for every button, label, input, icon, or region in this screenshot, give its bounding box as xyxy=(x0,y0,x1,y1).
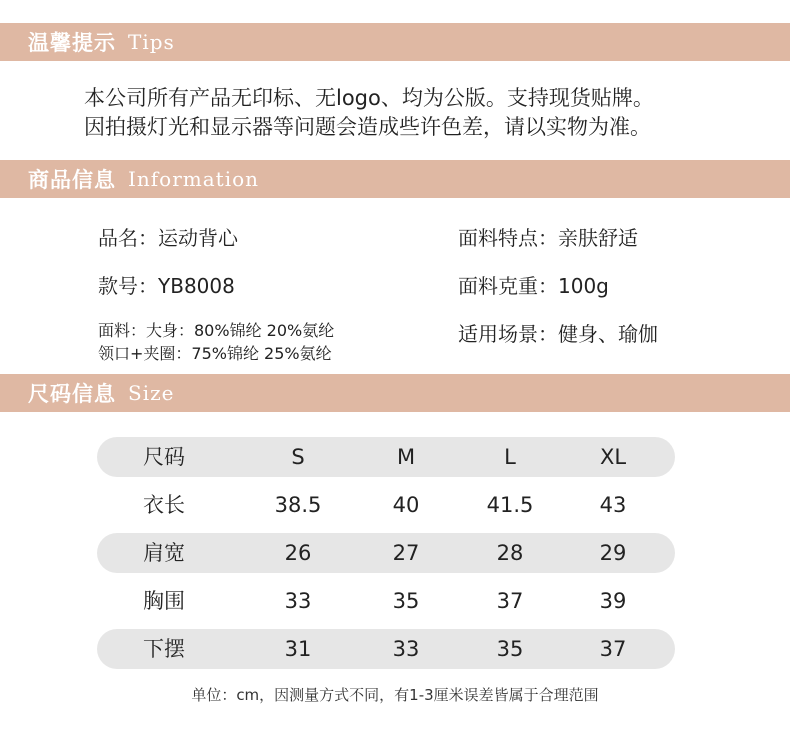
size-header-cell: M xyxy=(396,445,416,469)
info-header xyxy=(0,160,790,198)
info-title-en: Information xyxy=(128,167,260,191)
product-name xyxy=(98,222,238,251)
fabric-weight xyxy=(458,270,609,299)
tips-line: 本公司所有产品无印标、无logo、均为公版。支持现货贴牌。 xyxy=(84,86,654,110)
product-model xyxy=(98,270,235,299)
size-cell: 26 xyxy=(284,541,312,565)
fabric-line: 面料：大身：80%锦纶 20%氨纶 xyxy=(98,321,335,340)
tips-title-en: Tips xyxy=(128,30,175,54)
size-header-cell: 尺码 xyxy=(143,445,185,469)
size-cell: 39 xyxy=(599,589,627,613)
usage-scene xyxy=(458,318,658,347)
tips-title: 温馨提示 xyxy=(28,31,116,55)
size-table-row xyxy=(97,485,675,525)
size-header-cell: L xyxy=(504,445,516,469)
product-model-label: 款号： xyxy=(98,274,158,298)
size-cell: 43 xyxy=(599,493,627,517)
fabric-weight-value: 100g xyxy=(558,274,609,298)
size-table-row xyxy=(97,533,675,573)
fabric-feature-label: 面料特点： xyxy=(458,226,558,250)
fabric-feature xyxy=(458,222,638,251)
tips-text xyxy=(84,84,654,142)
size-footnote: 单位：cm，因测量方式不同，有1-3厘米误差皆属于合理范围 xyxy=(191,686,599,704)
size-cell: 41.5 xyxy=(486,493,534,517)
size-row-label: 衣长 xyxy=(143,493,185,517)
fabric-line: 领口+夹圈：75%锦纶 25%氨纶 xyxy=(98,344,332,363)
size-title-en: Size xyxy=(128,381,175,405)
tips-line: 因拍摄灯光和显示器等问题会造成些许色差，请以实物为准。 xyxy=(84,115,651,139)
size-cell: 27 xyxy=(392,541,420,565)
info-title: 商品信息 xyxy=(28,168,116,192)
size-cell: 40 xyxy=(392,493,420,517)
size-row-label: 肩宽 xyxy=(143,541,185,565)
size-table-header-row xyxy=(97,437,675,477)
size-table-row xyxy=(97,629,675,669)
product-name-value: 运动背心 xyxy=(158,226,238,250)
size-cell: 31 xyxy=(284,637,312,661)
fabric-weight-label: 面料克重： xyxy=(458,274,558,298)
size-cell: 35 xyxy=(392,589,420,613)
size-cell: 37 xyxy=(496,589,524,613)
product-name-label: 品名： xyxy=(98,226,158,250)
size-cell: 33 xyxy=(392,637,420,661)
size-table-row xyxy=(97,581,675,621)
product-model-value: YB8008 xyxy=(158,274,235,298)
size-header-cell: S xyxy=(291,445,305,469)
size-cell: 33 xyxy=(284,589,312,613)
size-cell: 28 xyxy=(496,541,524,565)
size-cell: 35 xyxy=(496,637,524,661)
size-cell: 29 xyxy=(599,541,627,565)
usage-scene-label: 适用场景： xyxy=(458,322,558,346)
size-header-cell: XL xyxy=(599,445,627,469)
size-cell: 38.5 xyxy=(274,493,322,517)
size-row-label: 胸围 xyxy=(143,589,185,613)
size-row-label: 下摆 xyxy=(143,637,185,661)
fabric-feature-value: 亲肤舒适 xyxy=(558,226,638,250)
size-cell: 37 xyxy=(599,637,627,661)
size-header xyxy=(0,374,790,412)
usage-scene-value: 健身、瑜伽 xyxy=(558,322,658,346)
size-table xyxy=(97,437,675,677)
size-title: 尺码信息 xyxy=(28,382,116,406)
tips-header xyxy=(0,23,790,61)
fabric-composition xyxy=(98,319,334,365)
